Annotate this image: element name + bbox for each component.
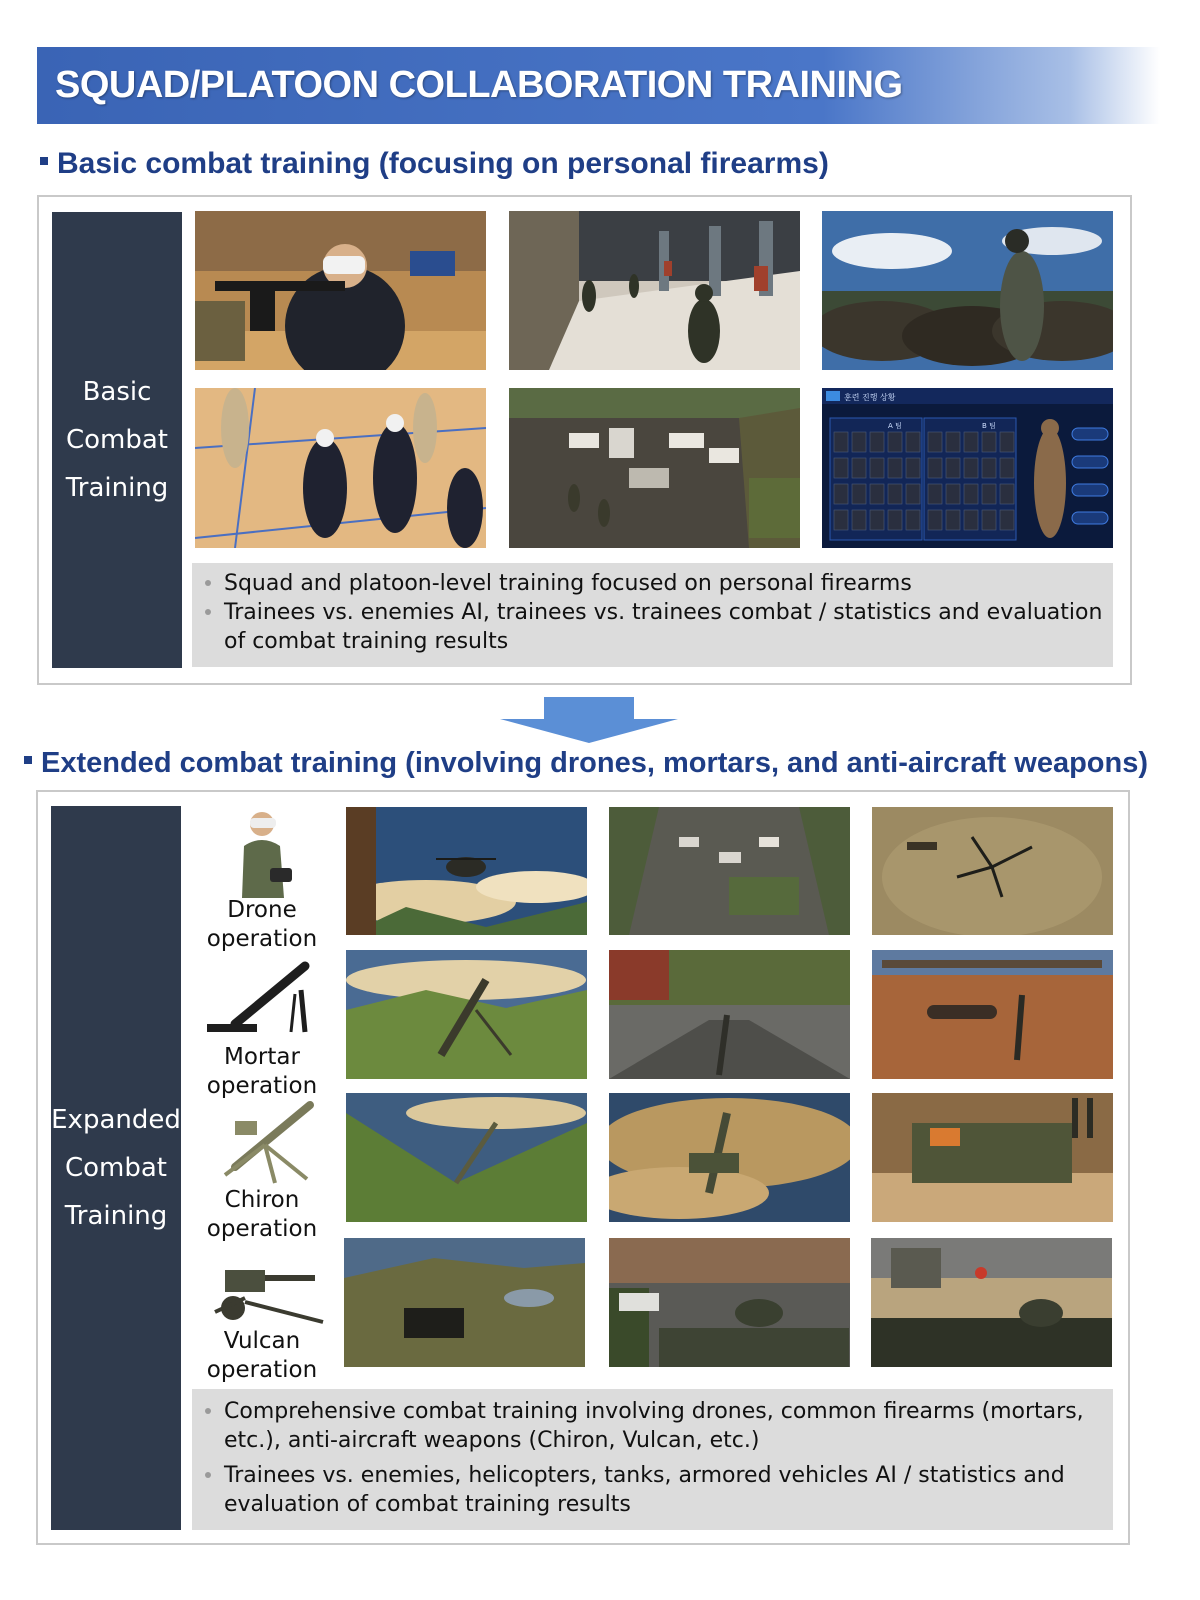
vr-lobby-scene — [509, 211, 800, 370]
extended-bullet — [192, 1397, 1113, 1455]
training-status-screen — [822, 388, 1113, 548]
chiron-operation-label — [192, 1186, 332, 1244]
mortar-road-scene — [609, 950, 850, 1079]
weapon-name: Vulcan — [223, 1328, 301, 1354]
basic-side-label — [52, 212, 182, 668]
bullet-dot-icon — [205, 580, 211, 586]
extended-side-label — [51, 806, 181, 1530]
basic-bullet — [192, 569, 1113, 598]
drone-desert-scene — [872, 807, 1113, 935]
side-label-line: Combat — [64, 1153, 167, 1183]
extended-description-box — [192, 1389, 1113, 1530]
weapon-name: Chiron — [224, 1187, 300, 1213]
mortar-operation-label — [192, 1043, 332, 1101]
weapon-name: Mortar — [224, 1044, 300, 1070]
mortar-icon — [205, 960, 320, 1038]
page-title: SQUAD/PLATOON COLLABORATION TRAINING — [55, 64, 903, 106]
chiron-sight-scene — [872, 1093, 1113, 1222]
square-bullet-icon — [24, 756, 32, 764]
street-combat-scene — [509, 388, 800, 548]
screen-team-a: A 팀 — [888, 422, 902, 430]
chiron-launch-scene — [609, 1093, 850, 1222]
bullet-text: Trainees vs. enemies, helicopters, tanks, armored vehicles AI / statistics and evaluation of combat training results — [224, 1463, 1065, 1517]
drone-operation-label — [192, 896, 332, 954]
bullet-text: Trainees vs. enemies AI, trainees vs. trainees combat / statistics and evaluation of combat training results — [224, 600, 1103, 654]
weapon-op: operation — [206, 1073, 318, 1099]
side-label-line: Training — [65, 473, 169, 503]
extended-section-heading — [24, 747, 1148, 780]
drone-sky-scene — [346, 807, 587, 935]
vulcan-lake-scene — [344, 1238, 585, 1367]
bullet-dot-icon — [205, 1408, 211, 1414]
side-label-line: Training — [64, 1201, 168, 1231]
bullet-dot-icon — [205, 1472, 211, 1478]
vulcan-gun-icon — [205, 1262, 330, 1330]
vulcan-street-scene — [609, 1238, 850, 1367]
vr-trainee-photo — [195, 211, 486, 370]
side-label-line: Expanded — [51, 1105, 181, 1135]
screen-team-b: B 팀 — [982, 422, 996, 430]
bullet-text: Squad and platoon-level training focused on personal firearms — [224, 571, 912, 596]
mortar-hill-scene — [346, 950, 587, 1079]
basic-bullet — [192, 598, 1113, 656]
weapon-op: operation — [206, 1357, 318, 1383]
basic-heading-text: Basic combat training (focusing on personal firearms) — [57, 147, 829, 180]
screen-ui-title: 훈련 진행 상황 — [844, 393, 896, 402]
chiron-valley-scene — [346, 1093, 587, 1222]
side-label-line: Basic — [82, 377, 152, 407]
extended-heading-text: Extended combat training (involving drones, mortars, and anti-aircraft weapons) — [41, 747, 1149, 779]
weapon-op: operation — [206, 1216, 318, 1242]
weapon-op: operation — [206, 926, 318, 952]
square-bullet-icon — [40, 157, 48, 165]
basic-description-box — [192, 563, 1113, 667]
squad-drill-photo — [195, 388, 486, 548]
chiron-launcher-icon — [215, 1095, 320, 1187]
bullet-text: Comprehensive combat training involving drones, common firearms (mortars, etc.), anti-aircraft weapons (Chiron, Vulcan, etc.) — [224, 1399, 1084, 1453]
basic-section-heading — [40, 147, 829, 181]
sandbag-scene — [822, 211, 1113, 370]
drone-city-scene — [609, 807, 850, 935]
down-arrow-icon — [500, 697, 678, 743]
vulcan-ruins-scene — [871, 1238, 1112, 1367]
weapon-name: Drone — [227, 897, 297, 923]
extended-bullet — [192, 1461, 1113, 1519]
mortar-camp-scene — [872, 950, 1113, 1079]
side-label-line: Combat — [65, 425, 169, 455]
bullet-dot-icon — [205, 609, 211, 615]
page-banner — [37, 47, 1160, 124]
drone-operator-icon — [230, 808, 300, 900]
vulcan-operation-label — [192, 1327, 332, 1385]
